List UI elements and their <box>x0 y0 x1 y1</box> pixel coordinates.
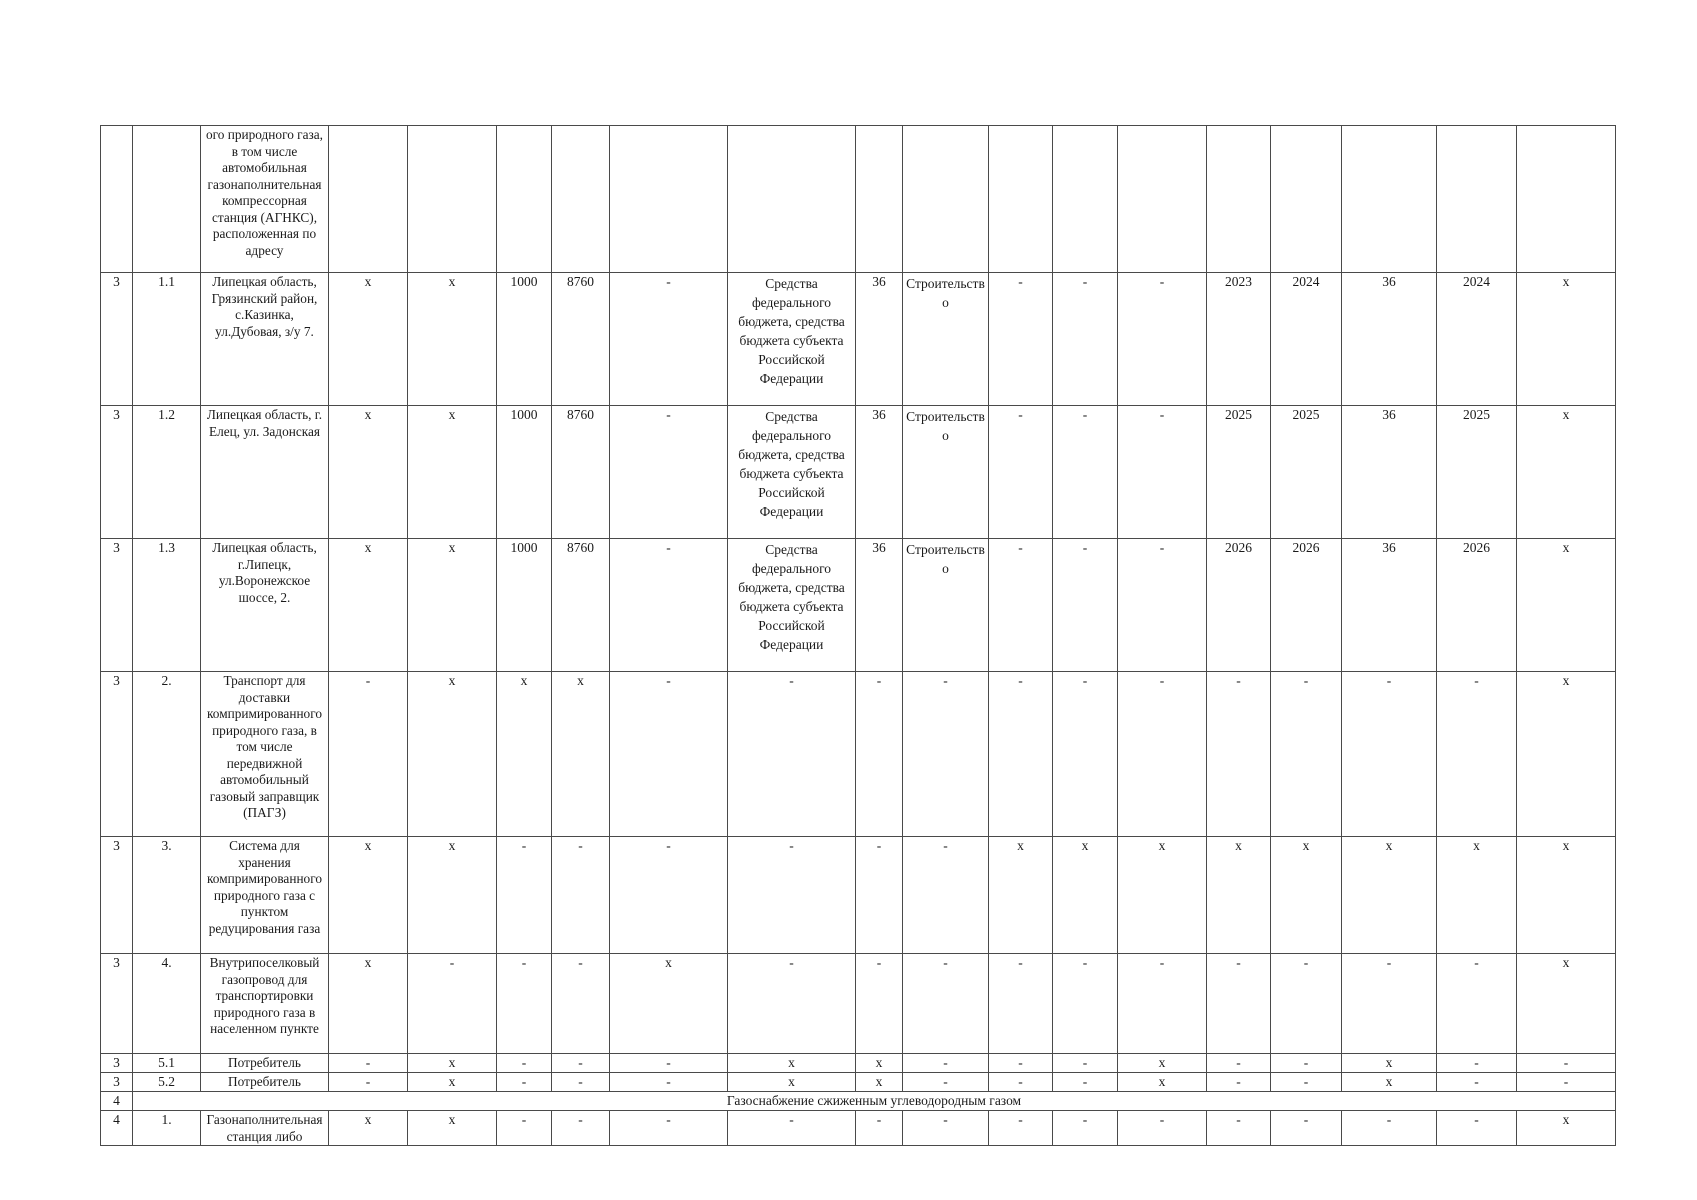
table-cell: - <box>856 672 903 837</box>
table-cell: x <box>329 954 408 1054</box>
table-cell: - <box>610 406 728 539</box>
table-cell: 2025 <box>1207 406 1271 539</box>
table-cell: 1000 <box>497 273 552 406</box>
cell-object-name: Липецкая область, Грязинский район, с.Казинка, ул.Дубовая, з/у 7. <box>201 273 329 406</box>
table-cell: - <box>1342 1111 1437 1146</box>
table-cell: - <box>610 672 728 837</box>
table-cell: - <box>1118 954 1207 1054</box>
cell-section: 3 <box>101 954 133 1054</box>
table-cell: - <box>1342 672 1437 837</box>
table-cell: x <box>329 837 408 954</box>
cell-number: 5.1 <box>133 1054 201 1073</box>
table-cell: x <box>408 1073 497 1092</box>
table-row <box>101 837 1616 954</box>
table-cell: x <box>728 1054 856 1073</box>
cell-object-name: Транспорт для доставки компримированного природного газа, в том числе передвижной автомобильный газовый заправщик (ПАГЗ) <box>201 672 329 837</box>
table-cell: 2023 <box>1207 273 1271 406</box>
cell-section: 3 <box>101 672 133 837</box>
table-cell: - <box>552 954 610 1054</box>
table-cell: - <box>610 1073 728 1092</box>
table-cell: - <box>497 1111 552 1146</box>
table-cell: x <box>1342 1073 1437 1092</box>
table-cell: x <box>1118 1073 1207 1092</box>
table-cell: - <box>1271 672 1342 837</box>
table-cell: x <box>408 406 497 539</box>
cell-object-name: Липецкая область, г. Елец, ул. Задонская <box>201 406 329 539</box>
table-cell: - <box>989 1111 1053 1146</box>
table-cell <box>1118 126 1207 273</box>
table-cell: - <box>1118 539 1207 672</box>
table-cell: - <box>989 954 1053 1054</box>
table-cell: x <box>408 273 497 406</box>
table-cell: - <box>1437 1073 1517 1092</box>
table-cell: - <box>989 1073 1053 1092</box>
table-cell: x <box>856 1073 903 1092</box>
table-cell: - <box>1271 1111 1342 1146</box>
cell-number <box>133 126 201 273</box>
table-cell: - <box>610 1111 728 1146</box>
cell-object-name: ого природного газа, в том числе автомобильная газонаполнительная компрессорная станция (АГНКС), расположенная по адресу <box>201 126 329 273</box>
table-cell: - <box>1437 1111 1517 1146</box>
table-cell: - <box>1271 1073 1342 1092</box>
table-cell: - <box>329 1073 408 1092</box>
table-cell: 36 <box>856 273 903 406</box>
cell-object-name: Система для хранения компримированного природного газа с пунктом редуцирования газа <box>201 837 329 954</box>
table-row <box>101 126 1616 273</box>
table-cell: x <box>497 672 552 837</box>
table-cell: - <box>856 837 903 954</box>
table-cell: - <box>610 1054 728 1073</box>
table-cell <box>1053 126 1118 273</box>
cell-work-type: Строительство <box>903 273 989 406</box>
table-cell: - <box>610 837 728 954</box>
table-cell: - <box>552 1073 610 1092</box>
table-cell: - <box>1053 1073 1118 1092</box>
table-cell: - <box>1053 672 1118 837</box>
cell-section: 3 <box>101 1054 133 1073</box>
table-cell: - <box>329 1054 408 1073</box>
table-row <box>101 1111 1616 1146</box>
table-cell: 2024 <box>1271 273 1342 406</box>
table-cell: - <box>497 954 552 1054</box>
table-cell: 2026 <box>1271 539 1342 672</box>
table-cell: x <box>1118 837 1207 954</box>
table-cell: x <box>408 1111 497 1146</box>
table-cell: - <box>903 672 989 837</box>
table-cell: x <box>1271 837 1342 954</box>
table-cell: 36 <box>1342 539 1437 672</box>
table-cell: - <box>408 954 497 1054</box>
cell-number: 3. <box>133 837 201 954</box>
table-cell: - <box>1053 1054 1118 1073</box>
table-cell: - <box>1207 672 1271 837</box>
table-cell: - <box>1118 1111 1207 1146</box>
table-cell: x <box>1517 837 1616 954</box>
table-cell <box>1271 126 1342 273</box>
table-cell: - <box>728 837 856 954</box>
cell-object-name: Потребитель <box>201 1054 329 1073</box>
table-cell: - <box>497 1073 552 1092</box>
table-cell: - <box>1207 1073 1271 1092</box>
table-cell: - <box>497 837 552 954</box>
cell-section: 4 <box>101 1111 133 1146</box>
table-cell: - <box>610 273 728 406</box>
table-cell: - <box>552 1111 610 1146</box>
table-cell <box>856 126 903 273</box>
table-cell: x <box>1517 954 1616 1054</box>
cell-section: 3 <box>101 837 133 954</box>
cell-object-name: Потребитель <box>201 1073 329 1092</box>
table-cell: - <box>1053 273 1118 406</box>
table-cell: - <box>1517 1054 1616 1073</box>
table-cell: - <box>1342 954 1437 1054</box>
table-cell: - <box>1271 954 1342 1054</box>
table-cell: - <box>728 672 856 837</box>
cell-funding-source: Средства федерального бюджета, средства бюджета субъекта Российской Федерации <box>728 539 856 672</box>
table-cell: x <box>728 1073 856 1092</box>
table-cell: 8760 <box>552 539 610 672</box>
cell-object-name: Липецкая область, г.Липецк, ул.Воронежское шоссе, 2. <box>201 539 329 672</box>
cell-number: 1.1 <box>133 273 201 406</box>
table-row <box>101 954 1616 1054</box>
gas-supply-table <box>100 125 1616 1146</box>
table-row <box>101 672 1616 837</box>
table-cell: x <box>1517 273 1616 406</box>
table-cell: x <box>1207 837 1271 954</box>
cell-object-name: Газонаполнительная станция либо <box>201 1111 329 1146</box>
table-cell: 8760 <box>552 406 610 539</box>
table-cell: - <box>1271 1054 1342 1073</box>
table-cell: - <box>329 672 408 837</box>
table-row <box>101 273 1616 406</box>
table-cell: - <box>903 837 989 954</box>
table-cell: x <box>408 539 497 672</box>
table-cell: - <box>903 1073 989 1092</box>
cell-section: 3 <box>101 1073 133 1092</box>
table-cell: - <box>856 1111 903 1146</box>
table-cell <box>903 126 989 273</box>
table-row <box>101 1073 1616 1092</box>
cell-funding-source: Средства федерального бюджета, средства бюджета субъекта Российской Федерации <box>728 406 856 539</box>
table-cell: - <box>1517 1073 1616 1092</box>
table-cell: - <box>1437 954 1517 1054</box>
table-cell: x <box>1517 1111 1616 1146</box>
cell-funding-source: Средства федерального бюджета, средства бюджета субъекта Российской Федерации <box>728 273 856 406</box>
table-cell: 2025 <box>1271 406 1342 539</box>
table-cell: 1000 <box>497 406 552 539</box>
table-cell <box>1437 126 1517 273</box>
table-cell: - <box>1053 1111 1118 1146</box>
table-cell: x <box>408 672 497 837</box>
table-cell: - <box>856 954 903 1054</box>
cell-number: 1.2 <box>133 406 201 539</box>
cell-number: 1.3 <box>133 539 201 672</box>
table-cell: - <box>903 1054 989 1073</box>
table-cell: - <box>989 672 1053 837</box>
table-cell: - <box>1437 1054 1517 1073</box>
table-cell: - <box>1207 1054 1271 1073</box>
table-cell: - <box>1053 406 1118 539</box>
table-cell <box>989 126 1053 273</box>
table-cell <box>497 126 552 273</box>
table-cell: - <box>903 954 989 1054</box>
cell-work-type: Строительство <box>903 539 989 672</box>
table-cell <box>1342 126 1437 273</box>
table-cell: x <box>1342 837 1437 954</box>
cell-section: 3 <box>101 539 133 672</box>
table-cell: - <box>1053 954 1118 1054</box>
cell-work-type: Строительство <box>903 406 989 539</box>
table-cell <box>610 126 728 273</box>
table-cell <box>552 126 610 273</box>
table-row <box>101 1054 1616 1073</box>
table-cell: x <box>408 1054 497 1073</box>
table-cell: 1000 <box>497 539 552 672</box>
cell-section <box>101 126 133 273</box>
cell-number: 5.2 <box>133 1073 201 1092</box>
table-cell: - <box>610 539 728 672</box>
table-row <box>101 1092 1616 1111</box>
table-cell: x <box>1118 1054 1207 1073</box>
table-cell: 2026 <box>1207 539 1271 672</box>
table-cell: 36 <box>1342 273 1437 406</box>
table-cell: x <box>1053 837 1118 954</box>
table-cell: - <box>989 539 1053 672</box>
table-cell: - <box>1207 954 1271 1054</box>
table-cell: x <box>1517 406 1616 539</box>
table-cell: - <box>1437 672 1517 837</box>
table-cell: - <box>728 954 856 1054</box>
table-cell: 2026 <box>1437 539 1517 672</box>
table-cell: x <box>1517 672 1616 837</box>
table-cell: x <box>989 837 1053 954</box>
table-cell: - <box>989 1054 1053 1073</box>
table-cell: - <box>989 406 1053 539</box>
table-cell: - <box>1118 273 1207 406</box>
table-cell <box>1517 126 1616 273</box>
table-cell: 2025 <box>1437 406 1517 539</box>
table-cell <box>1207 126 1271 273</box>
table-cell: - <box>552 837 610 954</box>
cell-object-name: Внутрипоселковый газопровод для транспортировки природного газа в населенном пункте <box>201 954 329 1054</box>
section-heading: Газоснабжение сжиженным углеводородным газом <box>133 1092 1616 1111</box>
table-cell: x <box>552 672 610 837</box>
table-cell: 36 <box>1342 406 1437 539</box>
table-cell: x <box>1342 1054 1437 1073</box>
cell-section: 4 <box>101 1092 133 1111</box>
table-cell: 36 <box>856 406 903 539</box>
table-cell: - <box>1118 672 1207 837</box>
table-cell: 36 <box>856 539 903 672</box>
table-cell: x <box>856 1054 903 1073</box>
table-cell: - <box>1118 406 1207 539</box>
table-cell: - <box>989 273 1053 406</box>
table-row <box>101 406 1616 539</box>
table-cell: x <box>329 406 408 539</box>
cell-number: 1. <box>133 1111 201 1146</box>
table-cell: - <box>552 1054 610 1073</box>
table-cell: x <box>408 837 497 954</box>
table-cell: x <box>1517 539 1616 672</box>
table-row <box>101 539 1616 672</box>
table-cell: 8760 <box>552 273 610 406</box>
table-cell: - <box>1053 539 1118 672</box>
table-cell: x <box>610 954 728 1054</box>
table-cell: x <box>1437 837 1517 954</box>
table-cell: - <box>1207 1111 1271 1146</box>
table-cell <box>408 126 497 273</box>
table-cell <box>329 126 408 273</box>
table-cell: - <box>903 1111 989 1146</box>
cell-number: 2. <box>133 672 201 837</box>
table-cell: - <box>497 1054 552 1073</box>
table-cell: - <box>728 1111 856 1146</box>
table-cell: x <box>329 539 408 672</box>
cell-number: 4. <box>133 954 201 1054</box>
table-cell: x <box>329 273 408 406</box>
cell-section: 3 <box>101 406 133 539</box>
cell-section: 3 <box>101 273 133 406</box>
table-cell <box>728 126 856 273</box>
table-cell: x <box>329 1111 408 1146</box>
table-cell: 2024 <box>1437 273 1517 406</box>
